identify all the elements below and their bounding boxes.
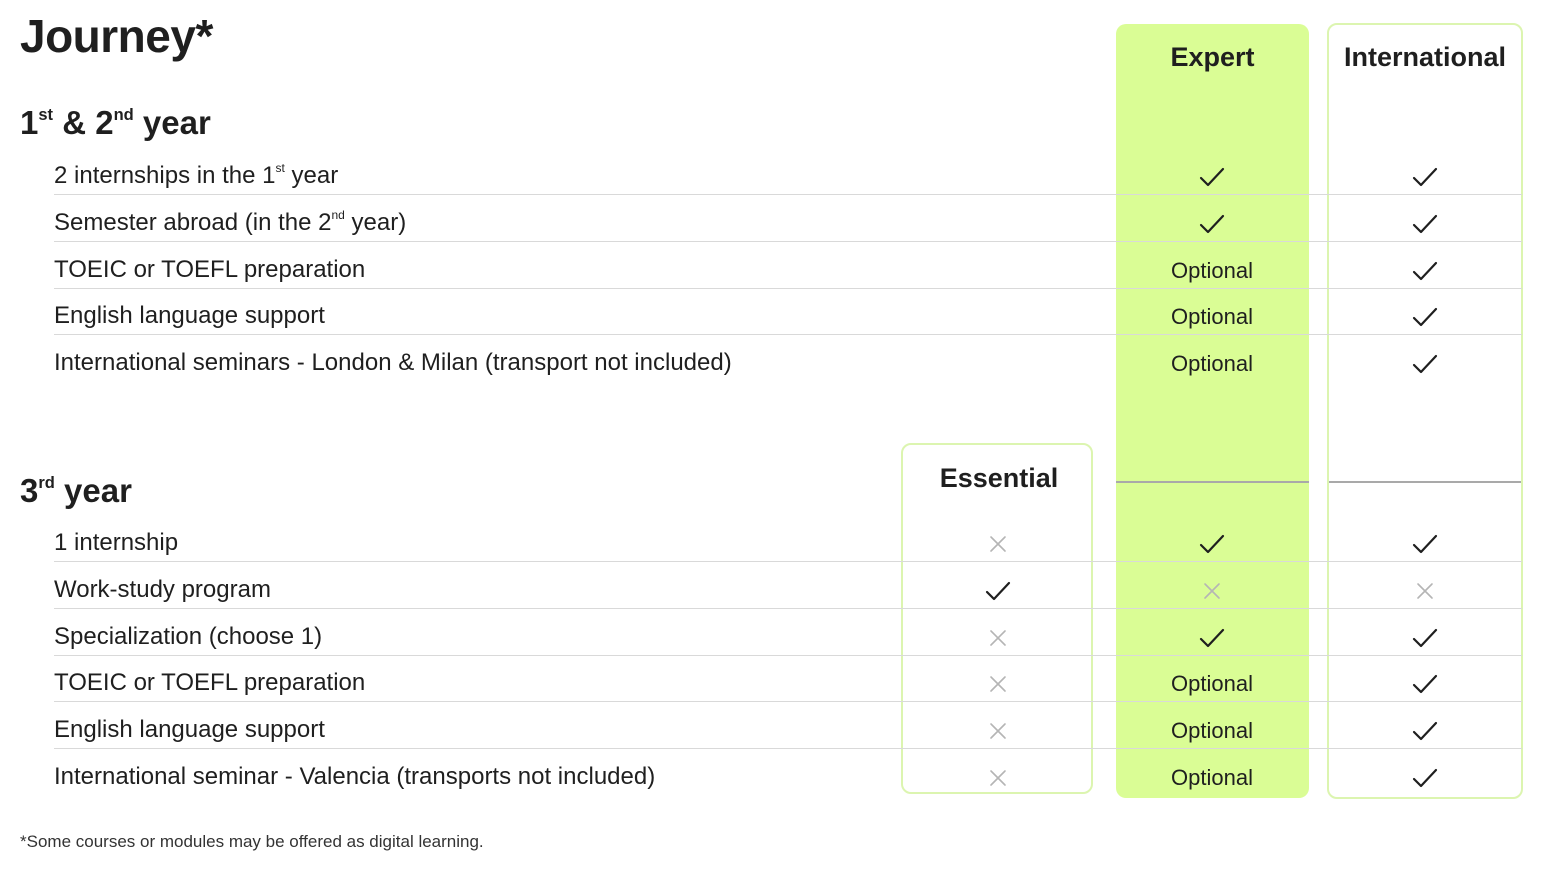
check-icon xyxy=(1162,623,1262,653)
row-divider xyxy=(54,288,1522,289)
row-divider xyxy=(54,608,1522,609)
check-icon xyxy=(1375,209,1475,239)
superscript: nd xyxy=(113,105,134,124)
cross-icon xyxy=(948,763,1048,793)
text-part: & 2 xyxy=(53,104,114,141)
text-part: English language support xyxy=(54,716,325,744)
footnote: *Some courses or modules may be offered as digital learning. xyxy=(20,832,484,851)
optional-label: Optional xyxy=(1171,671,1253,697)
row-label xyxy=(54,622,322,652)
check-icon xyxy=(1375,623,1475,653)
row-label xyxy=(54,528,178,558)
text-part: International seminar - Valencia (transports not included) xyxy=(54,763,656,790)
check-icon xyxy=(1375,763,1475,793)
check-icon xyxy=(1162,529,1262,559)
text-part: Specialization (choose 1) xyxy=(54,622,323,650)
row-label xyxy=(54,762,655,792)
check-icon xyxy=(1162,162,1262,192)
page-title: Journey* xyxy=(20,10,213,62)
check-icon xyxy=(948,576,1048,606)
row-divider xyxy=(54,748,1522,749)
check-icon xyxy=(1375,669,1475,699)
check-icon xyxy=(1375,302,1475,332)
check-icon xyxy=(1375,716,1475,746)
text-part: TOEIC or TOEFL preparation xyxy=(54,669,366,697)
row-divider xyxy=(54,655,1522,656)
cross-icon xyxy=(948,529,1048,559)
cross-icon xyxy=(948,669,1048,699)
essential-column-header: Essential xyxy=(939,463,1059,493)
row-divider xyxy=(54,194,1522,195)
row-label xyxy=(54,161,338,191)
check-icon xyxy=(1375,162,1475,192)
optional-label: Optional xyxy=(1171,257,1253,283)
superscript: st xyxy=(275,161,285,176)
superscript: rd xyxy=(38,473,55,492)
text-part: 1 xyxy=(20,104,39,141)
row-label xyxy=(54,668,365,698)
row-divider xyxy=(54,561,1522,562)
row-label xyxy=(54,208,406,238)
expert-section-divider xyxy=(1116,481,1309,483)
cross-icon xyxy=(1162,576,1262,606)
row-divider xyxy=(54,701,1522,702)
optional-label: Optional xyxy=(1171,304,1253,330)
optional-label: Optional xyxy=(1171,718,1253,744)
row-divider xyxy=(54,334,1522,335)
cross-icon xyxy=(948,716,1048,746)
text-part: English language support xyxy=(54,302,325,330)
superscript: nd xyxy=(331,208,345,222)
row-label xyxy=(54,348,732,378)
text-part: 1 internship xyxy=(54,529,179,556)
row-divider xyxy=(54,241,1522,242)
section-heading xyxy=(20,103,211,143)
text-part: year xyxy=(54,472,132,509)
text-part: International seminars - London & Milan (transport not included) xyxy=(54,349,732,377)
text-part: Semester abroad (in the 2 xyxy=(54,208,332,236)
section-heading xyxy=(20,471,132,511)
text-part: 2 internships in the 1 xyxy=(54,162,276,189)
optional-label: Optional xyxy=(1171,765,1253,790)
text-part: Work-study program xyxy=(54,575,271,603)
check-icon xyxy=(1162,209,1262,239)
check-icon xyxy=(1375,256,1475,286)
text-part: 3 xyxy=(20,472,39,509)
row-label xyxy=(54,255,365,285)
text-part: year xyxy=(133,104,211,141)
text-part: TOEIC or TOEFL preparation xyxy=(54,255,366,283)
row-label xyxy=(54,575,271,605)
cross-icon xyxy=(948,623,1048,653)
optional-label: Optional xyxy=(1171,351,1253,377)
cross-icon xyxy=(1375,576,1475,606)
row-label xyxy=(54,301,325,331)
superscript: st xyxy=(38,105,54,124)
check-icon xyxy=(1375,349,1475,379)
text-part: year xyxy=(284,162,339,189)
text-part: year) xyxy=(344,208,407,236)
international-section-divider xyxy=(1329,481,1521,483)
international-column-header: International xyxy=(1343,42,1506,72)
row-label xyxy=(54,715,325,745)
expert-column-header: Expert xyxy=(1170,42,1255,72)
check-icon xyxy=(1375,529,1475,559)
